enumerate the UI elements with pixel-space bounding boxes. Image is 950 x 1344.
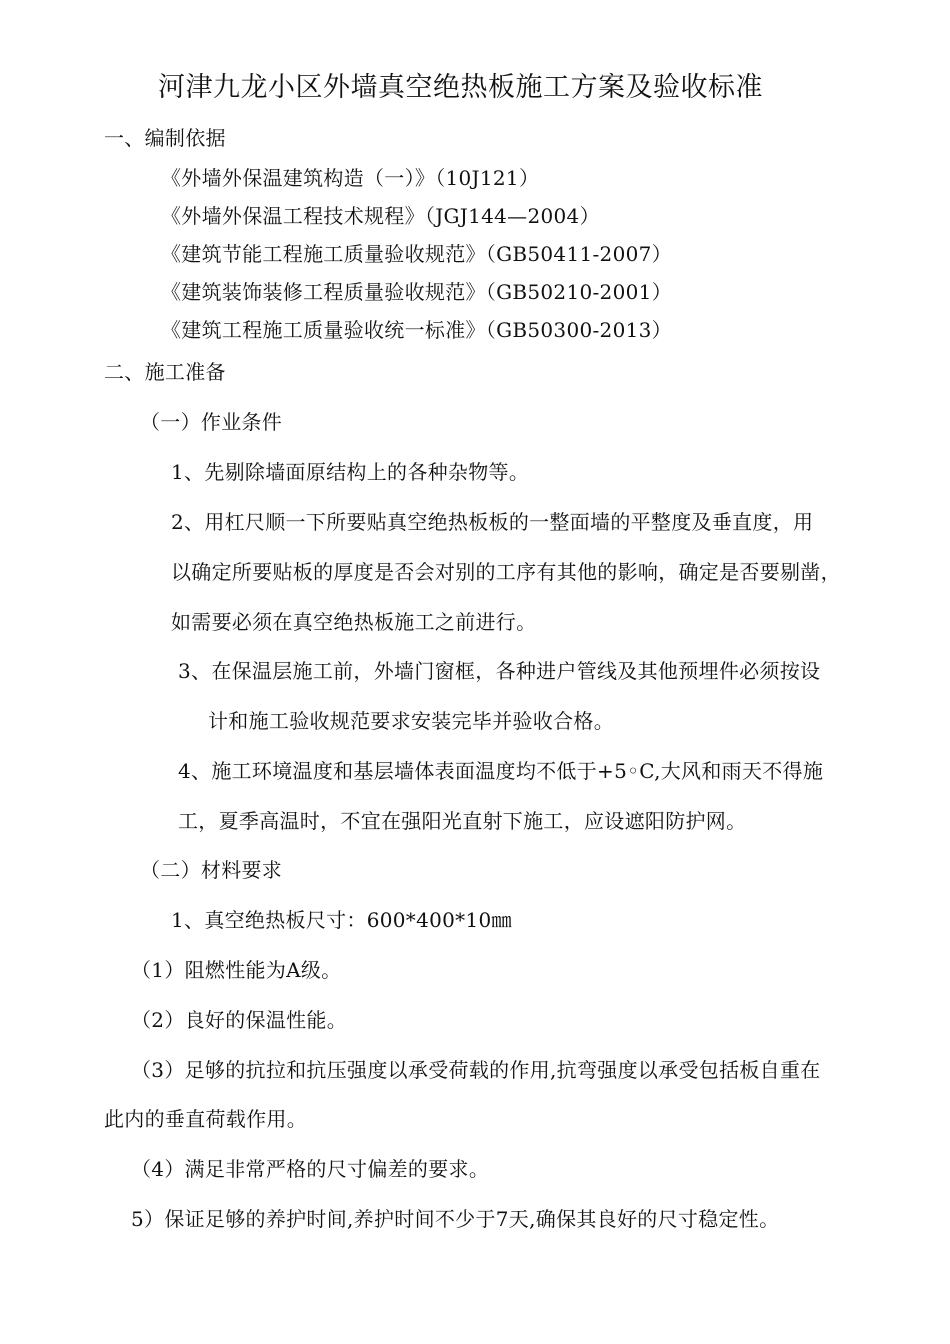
paragraph-line: 如需要必须在真空绝热板施工之前进行。	[171, 610, 537, 634]
document-title: 河津九龙小区外墙真空绝热板施工方案及验收标准	[158, 72, 763, 103]
reference-item: 《建筑节能工程施工质量验收规范》（GB50411-2007）	[161, 242, 672, 266]
paragraph-line: （1）阻燃性能为A级。	[131, 958, 342, 982]
reference-item: 《建筑工程施工质量验收统一标准》（GB50300-2013）	[161, 318, 672, 342]
paragraph-line: 此内的垂直荷载作用。	[104, 1107, 307, 1131]
paragraph-line: （3）足够的抗拉和抗压强度以承受荷载的作用,抗弯强度以承受包括板自重在	[131, 1058, 821, 1082]
paragraph-line: 工，夏季高温时，不宜在强阳光直射下施工，应设遮阳防护网。	[178, 809, 747, 833]
paragraph-line: 5）保证足够的养护时间,养护时间不少于7天,确保其良好的尺寸稳定性。	[131, 1207, 780, 1231]
paragraph-line: 4、施工环境温度和基层墙体表面温度均不低于+5◦C,大风和雨天不得施	[178, 759, 824, 783]
paragraph-line: 1、先剔除墙面原结构上的各种杂物等。	[171, 460, 530, 484]
reference-item: 《外墙外保温工程技术规程》（JGJ144—2004）	[161, 204, 600, 228]
section-heading-basis: 一、编制依据	[104, 126, 226, 150]
paragraph-line: （4）满足非常严格的尺寸偏差的要求。	[131, 1157, 490, 1181]
subsection-heading-conditions: （一）作业条件	[140, 410, 283, 434]
paragraph-line: 1、真空绝热板尺寸：600*400*10㎜	[171, 908, 512, 932]
paragraph-line: 2、用杠尺顺一下所要贴真空绝热板板的一整面墙的平整度及垂直度，用	[171, 510, 814, 534]
paragraph-line: 计和施工验收规范要求安装完毕并验收合格。	[208, 709, 614, 733]
reference-item: 《外墙外保温建筑构造（一）》（10J121）	[161, 166, 540, 190]
section-heading-preparation: 二、施工准备	[104, 360, 226, 384]
paragraph-line: （2）良好的保温性能。	[131, 1008, 348, 1032]
paragraph-line: 以确定所要贴板的厚度是否会对别的工序有其他的影响，确定是否要剔凿，	[171, 560, 841, 584]
reference-item: 《建筑装饰装修工程质量验收规范》（GB50210-2001）	[161, 280, 672, 304]
subsection-heading-materials: （二）材料要求	[140, 858, 283, 882]
paragraph-line: 3、在保温层施工前，外墙门窗框，各种进户管线及其他预埋件必须按设	[178, 659, 821, 683]
